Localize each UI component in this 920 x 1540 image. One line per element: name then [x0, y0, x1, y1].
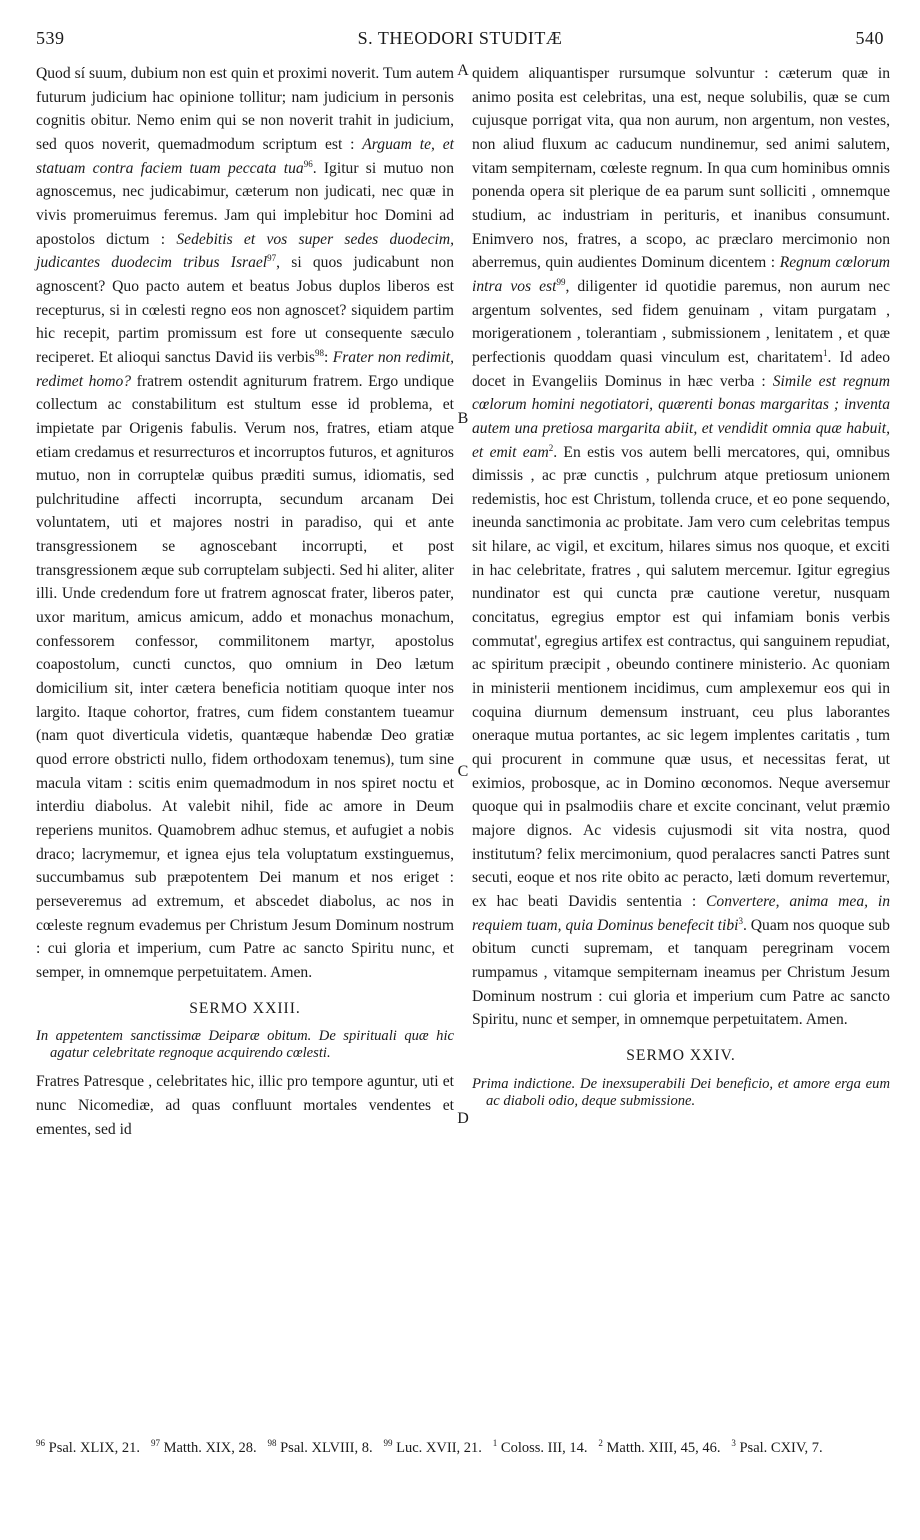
margin-marker-c: C — [457, 763, 469, 780]
right-column — [472, 62, 890, 1118]
footnote-number: 96 — [36, 1438, 45, 1449]
scripture-quote: Convertere, anima mea, in requiem tuam, quia Dominus benefecit tibi — [472, 892, 890, 934]
footnote-number: 97 — [150, 1438, 160, 1449]
page-number-left: 539 — [36, 28, 65, 48]
footnote-text: Psal. CXIV, 7. — [739, 1440, 823, 1456]
footnote — [267, 1440, 372, 1456]
footnote — [151, 1440, 257, 1456]
sermo-heading: SERMO XXIV. — [626, 1046, 736, 1064]
text-run: , si quos judicabunt non agnoscent? Quo pacto autem et beatus Jobus duplos liberos est recepturus, si in cœlesti regno eos non agnoscet? siquidem partim hic recepit, partim promissum est fore ut consequente sæculo reciperet. Et alioqui sanctus David iis verbis — [36, 254, 454, 366]
footnote-text: Psal. XLIX, 21. — [48, 1440, 141, 1456]
text-run: . Quam nos quoque sub obitum cuncti supremam, et tanquam peregrinam vocem rumpamus , vitamque sempiternam ineamus per Christum Jesum Dominum nostrum : cui gloria et imperium cum Patre ac sancto Spiritu, nunc et semper, in omnemque perpetuitatem. Amen. — [472, 916, 890, 1029]
footnote-text: Matth. XIII, 45, 46. — [606, 1440, 721, 1456]
scripture-quote: Arguam te, et statuam contra faciem tuam peccata tua — [36, 135, 454, 177]
footnotes — [36, 1438, 884, 1459]
text-run: quidem aliquantisper rursumque solvuntur : cæterum quæ in animo posita est celebritas, una est, neque solubilis, quæ se cum cujusque porrigat vita, qua non aurum, non argentum, non vestes, non aliud fluxum ac caducum nundinemur, sed animi salutem, vitam sempiternam, cœleste regnum. In qua cum hominibus omnis ponenda opera sit plerique de ea parum sunt solliciti , omnemque studium, ac industriam in perituris, et inanibus consumunt. Enimvero nos, fratres, a scopo, ac præclaro mercimonio non aberremus, quin audientes Dominum dicentem : — [472, 65, 890, 272]
margin-marker-b: B — [457, 410, 469, 427]
footnote-ref: 98 — [314, 347, 324, 358]
scripture-quote: Sedebitis et vos super sedes duodecim, judicantes duodecim tribus Israel — [36, 230, 454, 272]
text-run: . Id adeo docet in Evangeliis Dominus in hæc verba : — [472, 348, 890, 390]
footnote-number: 1 — [492, 1438, 498, 1449]
footnote-text: Luc. XVII, 21. — [396, 1440, 482, 1456]
text-run: : — [323, 348, 333, 366]
text-run: , diligenter id quotidie paremus, non aurum nec argentum solventes, sed fidem genuinam , vitam purgatam , morigerationem , tolerantiam , submissionem , lenitatem , et quæ perfectionis quoddam quasi vinculum est, charitatem — [472, 277, 890, 366]
text-run: Quod sí suum, dubium non est quin et proximi noverit. Tum autem futurum judicium hac opinione tollitur; nam judicium in personis cognitis obitur. Nemo enim qui se non noverit trahit in judicium, sed quos noverit, quemadmodum scriptum est : — [36, 65, 454, 153]
footnote-ref: 99 — [556, 276, 566, 287]
sermo-subtitle: In appetentem sanctissimæ Deiparæ obitum. De spirituali quæ hic agatur celebritate regnoque acquirendo cœlesti. — [36, 1028, 454, 1062]
footnote — [731, 1440, 822, 1456]
footnote — [493, 1440, 588, 1456]
left-column — [36, 62, 454, 1141]
footnote — [384, 1440, 482, 1456]
footnote-ref: 3 — [738, 915, 743, 926]
footnote-text: Coloss. III, 14. — [500, 1440, 588, 1456]
footnote-number: 98 — [267, 1438, 277, 1449]
footnote — [598, 1440, 720, 1456]
running-title: S. THEODORI STUDITÆ — [357, 28, 563, 48]
sermo-subtitle: Prima indictione. De inexsuperabili Dei beneficio, et amore erga eum ac diaboli odio, deque submissione. — [472, 1075, 890, 1109]
footnote-text: Psal. XLVIII, 8. — [280, 1440, 373, 1456]
scripture-quote: Simile est regnum cœlorum homini negotiatori, quærenti bonas margaritas ; inventa autem una pretiosa margarita abiit, et vendidit omnia quæ habuit, et emit eam — [472, 372, 890, 461]
footnote-ref: 96 — [303, 158, 313, 169]
scripture-quote: Frater non redimit, redimet homo? — [36, 348, 454, 390]
running-header — [36, 28, 884, 58]
text-run: . En estis vos autem belli mercatores, qui, omnibus dimissis , ac præ cunctis , pulchrum atque pretiosum unionem redemistis, hoc est Christum, tollenda cruce, et eo pone sequendo, ineunda sanctimonia ac probitate. Jam vero cum celebritas tempus sit hilare, ac vigil, et excitum, hilares simus nos quoque, et exciti in hac celebritate, fratres , qui salutem mercemur. Igitur egregius nundinator est qui cuncta præ cautione veretur, nusquam concitatus, egregius emptor est qui infamiam bonis verbis commutat', egregius artifex est contractus, qui sanguinem repudiat, ac spiritum præcipit , obeundo continere ministerio. Ac quoniam in ministerii mentionem incidimus, cum amplexemur eos qui in coquina diurnum demensum instruant, ceu plus laborantes oneraque mutua portantes, ac sic legem implentes caritatis , tum qui procurent in commune quæ usus, et necessitas ferat, ut eximios, probosque, ac in Domino œconomos. Neque aversemur quoque qui in psalmodiis chare et excite concinant, velut præmio majore dignos. Ac videsis cujusmodi sit vita nostra, quod institutum? felix mercimonium, quod peralacres sancti Patres sunt secuti, eoque et nos rite obito ac peracto, læti domum revertemur, ex hac beati Davidis sententia : — [472, 443, 890, 910]
footnote-number: 2 — [598, 1438, 603, 1449]
text-run: . Igitur si mutuo non agnoscemus, nec judicabimur, cæterum non judicati, nec quæ in vivis promeruimus feremus. Jam qui implebitur hoc Domini ad apostolos dictum : — [36, 159, 455, 248]
page-number-right: 540 — [855, 28, 884, 48]
scripture-quote: Regnum cœlorum intra vos est — [472, 254, 891, 295]
footnote-number: 3 — [731, 1438, 736, 1449]
footnote — [36, 1440, 140, 1456]
text-run: fratrem ostendit agniturum fratrem. Ergo undique collectum ac constabilitum est stultum esse id problema, et impietate par Origenis fabulis. Verum nos, fratres, etiam atque etiam credamus et resurrecturos et incorruptos futuros, et agnituros mutuo, non in corruptelæ quibus præditi sumus, idiomatis, sed pulchritudine affecti incorrupta, secundum arcanam Dei voluntatem, uti et majores nostri in paradiso, qui et ante transgressionem se agnoscebant incorrupti, et post transgressionem æque sub corruptelam subjecti. Sed hi aliter, aliter illi. Unde credendum fore ut fratrem agnoscat frater, liberos pater, uxor maritum, amicus amicum, addo et monachus monachum, confessorem confessor, commilitonem martyr, apostolus coapostolum, cuncti cunctos, quo omnium in Deo lætum domicilium sit, inter cætera beneficia notitiam quoque inter nos largito. Itaque cohortor, fratres, cum fidem constantem tueamur (nam quot diverticula videtis, quantæque habendæ Deo gratiæ quod errore obstricti nullo, fidem orthodoxam tenemus), tum sine macula vitam : scitis enim quemadmodum in nos spiret noctu et interdiu diabolus. At valebit nihil, fide ac amore in Deum reperiens munitos. Quamobrem adhuc stemus, et aufugiet a nobis draco; lacrymemur, et ignea ejus tela voluptatum exstinguemus, succumbamus sub præpotentem Dei manum et nos eriget : perseveremus ad extremum, et abscedet diabolus, ac nos in cœleste regnum evademus per Christum Jesum Dominum nostrum : cui gloria et imperium, cum Patre ac sancto Spiritu nunc, et semper, in omnemque perpetuitatem. Amen. — [36, 372, 455, 981]
margin-marker-d: D — [457, 1110, 469, 1127]
footnote-ref: 97 — [267, 253, 277, 264]
right-paragraph-1 — [472, 62, 890, 1032]
footnote-number: 99 — [383, 1438, 393, 1449]
margin-marker-a: A — [457, 62, 469, 79]
footnote-text: Matth. XIX, 28. — [163, 1440, 257, 1456]
footnote-ref: 1 — [822, 347, 828, 358]
left-paragraph-2: Fratres Patresque , celebritates hic, illic pro tempore aguntur, uti et nunc Nicomediæ, ad quas confluunt mortales vendentes et ementes, sed id — [36, 1073, 454, 1138]
left-paragraph-1 — [36, 62, 454, 985]
footnote-ref: 2 — [548, 442, 554, 453]
sermo-heading: SERMO XXIII. — [189, 999, 301, 1017]
